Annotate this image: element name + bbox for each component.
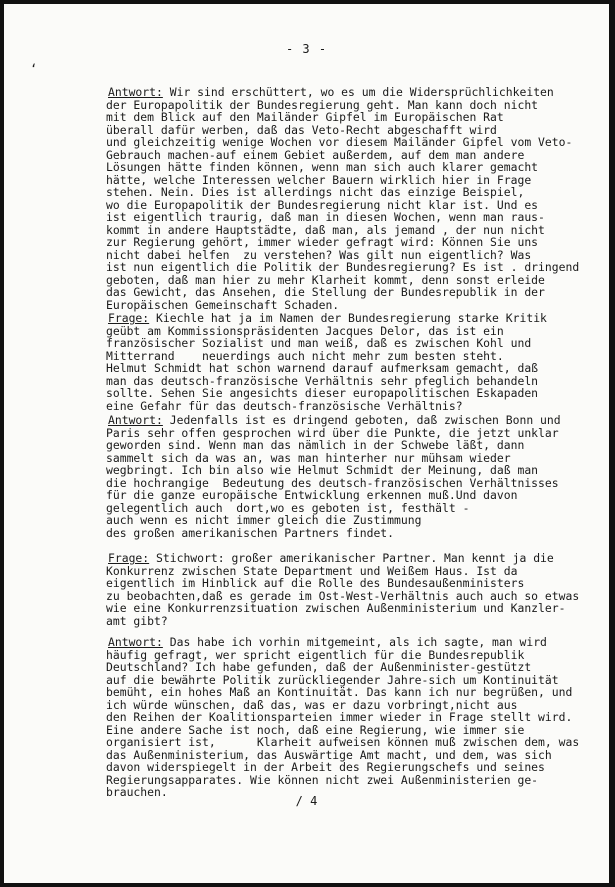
block-line: eigentlich im Hinblick auf die Rolle des Bundesaußenministers bbox=[106, 576, 525, 590]
speaker-label: Antwort: bbox=[108, 85, 163, 99]
block-line: zur Regierung gehört, immer wieder gefragt wird: Können Sie uns bbox=[106, 235, 539, 249]
block-line: wegbringt. Ich bin also wie Helmut Schmidt der Meinung, daß man bbox=[106, 463, 539, 477]
block-first-line bbox=[108, 86, 578, 99]
block-line: das Außenministerium, das Auswärtige Amt macht, und dem, was sich bbox=[106, 747, 552, 762]
line-text: Stichwort: großer amerikanischer Partner. Man kennt ja die bbox=[149, 551, 554, 565]
block-line: man das deutsch-französische Verhältnis sehr pfeglich behandeln bbox=[106, 373, 539, 388]
block-line: auch wenn es nicht immer gleich die Zustimmung bbox=[106, 513, 422, 527]
continuation-marker: / 4 bbox=[295, 794, 318, 808]
block-line: eine Gefahr für das deutsch-französische Verhältnis? bbox=[106, 398, 463, 413]
block-line: die hochrangige Bedeutung des deutsch-französischen Verhältnisses bbox=[106, 475, 559, 490]
block-line: französischer Sozialist und man weiß, daß es zwischen Kohl und bbox=[106, 336, 532, 350]
block-line: gelegentlich auch dort,wo es geboten ist, festhält - bbox=[106, 500, 470, 515]
block-line: auf die bewährte Politik zurückliegender Jahre-sich um Kontinuität bbox=[106, 672, 559, 687]
answer-block-1 bbox=[108, 86, 578, 311]
block-line: der Europapolitik der Bundesregierung geht. Man kann doch nicht bbox=[106, 97, 539, 112]
block-line: davon widerspiegelt in der Arbeit des Regierungschefs und seines bbox=[106, 760, 545, 774]
block-line: und gleichzeitig wenige Wochen vor diesem Mailänder Gipfel vom Veto- bbox=[106, 135, 573, 149]
block-line: brauchen. bbox=[106, 785, 168, 799]
block-line: den Reihen der Koalitionsparteien immer wieder in Frage stellt wird. bbox=[106, 710, 573, 724]
block-line: kommt in andere Hauptstädte, daß man, als jemand , der nun nicht bbox=[106, 222, 545, 237]
block-line: nicht dabei helfen zu verstehen? Was gilt nun eigentlich? Was bbox=[106, 247, 532, 262]
block-line: bemüht, ein hohes Maß an Kontinuität. Das kann ich nur begrüßen, und bbox=[106, 685, 573, 699]
block-line: ist eigentlich traurig, daß man in diesen Wochen, wenn man raus- bbox=[106, 210, 545, 224]
block-line: Eine andere Sache ist noch, daß eine Regierung, wie immer sie bbox=[106, 722, 525, 737]
block-line: Konkurrenz zwischen State Department und Weißem Haus. Ist da bbox=[106, 563, 518, 578]
block-line: geworden sind. Wenn man das nämlich in der Schwebe läßt, dann bbox=[106, 438, 525, 452]
block-line: sammelt sich da was an, was man hinterher nur mühsam wieder bbox=[106, 450, 511, 465]
block-line: für die ganze europäische Entwicklung erkennen muß.Und davon bbox=[106, 488, 518, 502]
block-line: hätte, welche Interessen welcher Bauern wirklich hier in Frage bbox=[106, 172, 532, 187]
block-line: Europäischen Gemeinschaft Schaden. bbox=[106, 297, 340, 312]
line-text: Wir sind erschüttert, wo es um die Widersprüchlichkeiten bbox=[162, 85, 554, 99]
question-block-1 bbox=[108, 312, 578, 412]
block-line: ist nun eigentlich die Politik der Bundesregierung? Es ist . dringend bbox=[106, 260, 580, 274]
block-line: mit dem Blick auf den Mailänder Gipfel im Europäischen Rat bbox=[106, 110, 504, 124]
block-line: Helmut Schmidt hat schon warnend darauf aufmerksam gemacht, daß bbox=[106, 361, 539, 375]
block-line: sollte. Sehen Sie angesichts dieser europapolitischen Eskapaden bbox=[106, 386, 539, 400]
block-line: geübt am Kommissionspräsidenten Jacques Delor, das ist ein bbox=[106, 323, 504, 338]
block-line: wo die Europapolitik der Bundesregierung nicht klar ist. Und es bbox=[106, 197, 539, 212]
block-line: organisiert ist, Klarheit aufweisen können muß zwischen dem, was bbox=[106, 735, 580, 749]
block-line: überall dafür werben, daß das Veto-Recht abgeschafft wird bbox=[106, 122, 497, 137]
block-line: amt gibt? bbox=[106, 613, 168, 628]
block-line: Lösungen hätte finden können, wenn man sich auch klarer gemacht bbox=[106, 160, 539, 174]
block-first-line bbox=[108, 636, 578, 649]
block-first-line bbox=[108, 312, 578, 325]
answer-block-3 bbox=[108, 636, 578, 799]
page-number: - 3 - bbox=[285, 42, 328, 56]
speaker-label: Antwort: bbox=[108, 413, 163, 427]
block-line: Mitterrand neuerdings auch nicht mehr zum besten steht. bbox=[106, 348, 504, 363]
block-line: Regierungsapparates. Wie können nicht zwei Außenministerien ge- bbox=[106, 772, 539, 787]
block-line: Paris sehr offen gesprochen wird über die Punkte, die jetzt unklar bbox=[106, 425, 559, 440]
line-text: Jedenfalls ist es dringend geboten, daß zwischen Bonn und bbox=[162, 413, 561, 427]
block-line: zu beobachten,daß es gerade im Ost-West-Verhältnis auch auch so etwas bbox=[106, 588, 580, 603]
block-line: geboten, daß man hier zu mehr Klarheit kommt, denn sonst erleide bbox=[106, 272, 545, 287]
block-line: Gebrauch machen-auf einem Gebiet außerdem, auf dem man andere bbox=[106, 147, 525, 162]
speaker-label: Frage: bbox=[108, 311, 150, 325]
line-text: Das habe ich vorhin mitgemeint, als ich sagte, man wird bbox=[162, 635, 547, 649]
speaker-label: Frage: bbox=[108, 551, 150, 565]
block-line: ich würde wünschen, daß das, was er dazu vorbringt,nicht aus bbox=[106, 697, 518, 712]
block-first-line bbox=[108, 552, 578, 565]
block-first-line bbox=[108, 414, 578, 427]
margin-mark: ‘ bbox=[30, 62, 38, 76]
question-block-2 bbox=[108, 552, 578, 627]
block-line: häufig gefragt, wer spricht eigentlich für die Bundesrepublik bbox=[106, 647, 525, 662]
block-line: des großen amerikanischen Partners findet. bbox=[106, 525, 395, 540]
speaker-label: Antwort: bbox=[108, 635, 163, 649]
block-line: stehen. Nein. Dies ist allerdings nicht das einzige Beispiel, bbox=[106, 185, 525, 199]
answer-block-2 bbox=[108, 414, 578, 539]
block-line: Deutschland? Ich habe gefunden, daß der Außenminister-gestützt bbox=[106, 660, 532, 674]
line-text: Kiechle hat ja im Namen der Bundesregierung starke Kritik bbox=[149, 311, 547, 325]
block-line: das Gewicht, das Ansehen, die Stellung der Bundesrepublik in der bbox=[106, 285, 545, 299]
block-line: wie eine Konkurrenzsituation zwischen Außenministerium und Kanzler- bbox=[106, 601, 566, 615]
